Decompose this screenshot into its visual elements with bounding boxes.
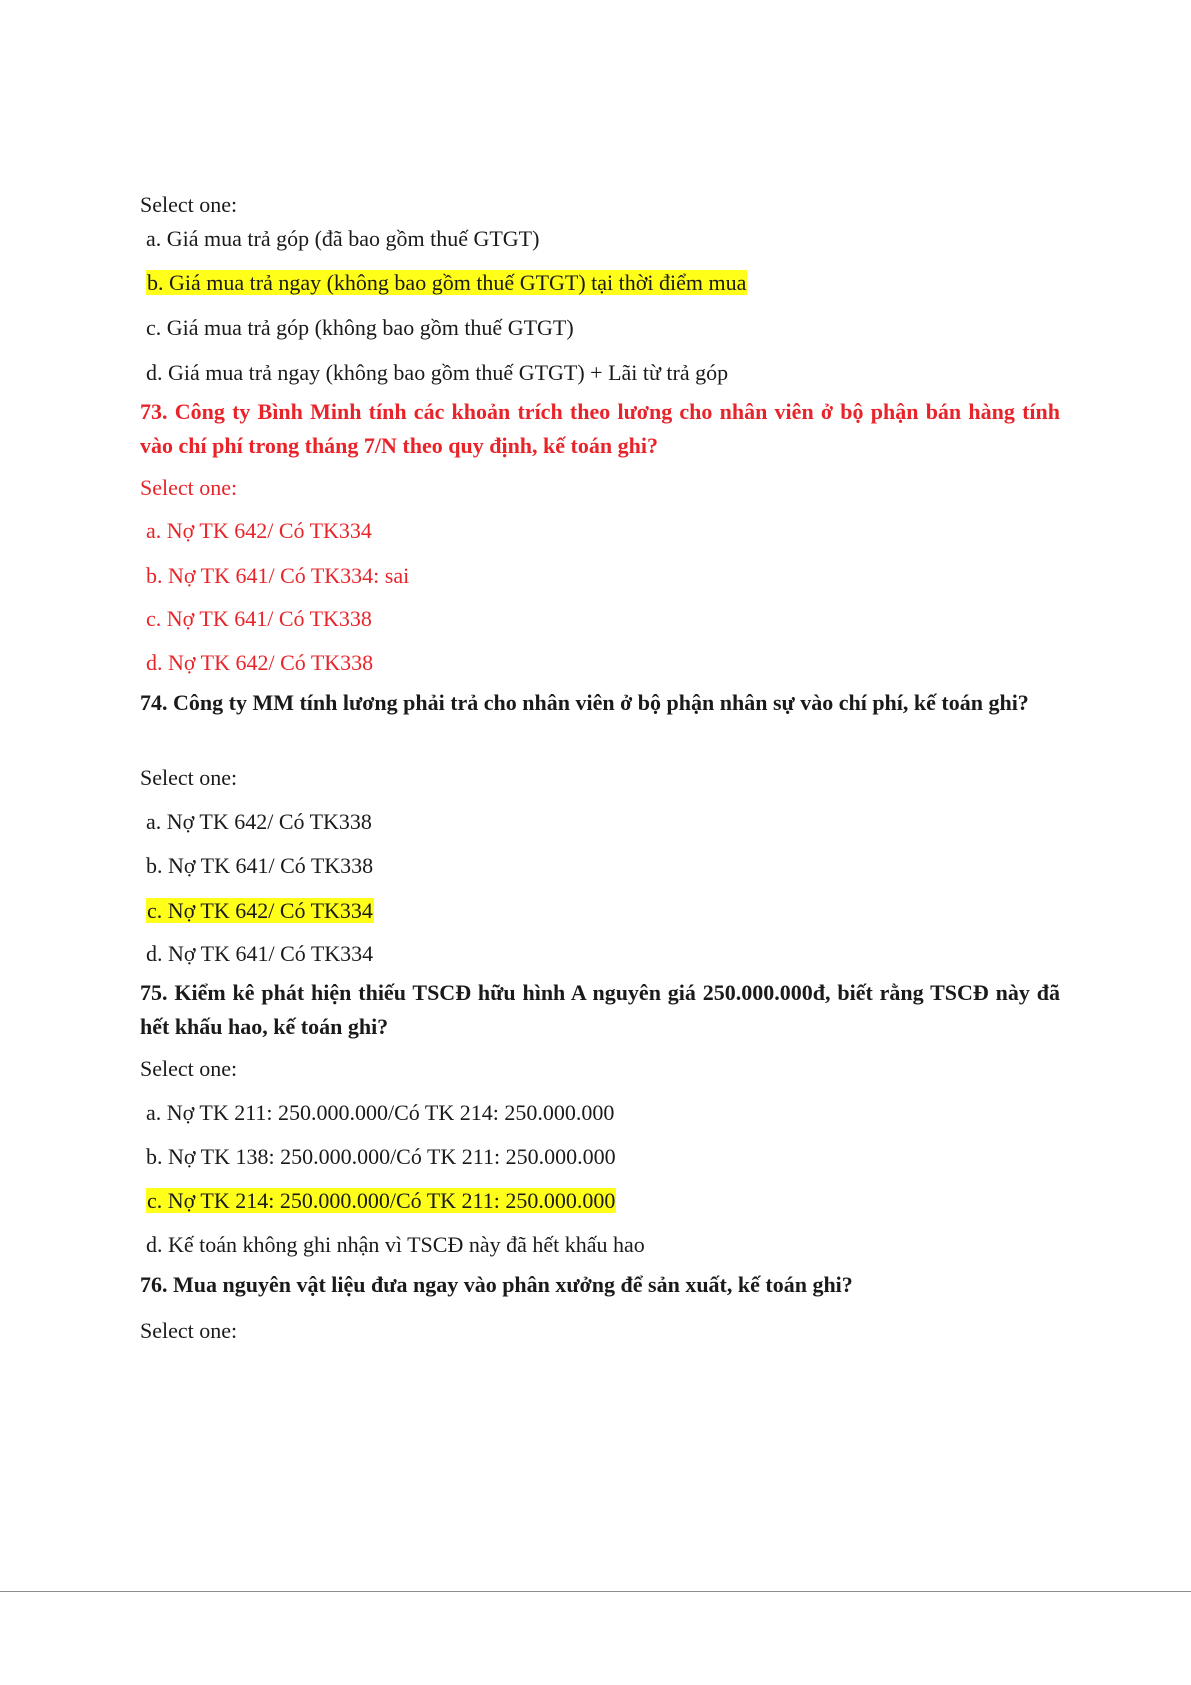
q75-option-c-text: c. Nợ TK 214: 250.000.000/Có TK 211: 250.000.000 <box>147 1188 616 1213</box>
q76-select-one-label: Select one: <box>140 1318 238 1343</box>
q72-option-b[interactable] <box>140 269 1066 297</box>
q72-option-a[interactable]: a. Giá mua trả góp (đã bao gồm thuế GTGT) <box>146 226 540 251</box>
q73-question: 73. Công ty Bình Minh tính các khoản trích theo lương cho nhân viên ở bộ phận bán hàng tính vào chí phí trong tháng 7/N theo quy định, kế toán ghi? <box>140 399 1060 458</box>
q73-option-a[interactable]: a. Nợ TK 642/ Có TK334 <box>146 518 372 543</box>
q72-option-b-text: b. Giá mua trả ngay (không bao gồm thuế GTGT) tại thời điểm mua <box>147 270 747 295</box>
q74-question: 74. Công ty MM tính lương phải trả cho nhân viên ở bộ phận nhân sự vào chí phí, kế toán ghi? <box>140 690 1029 715</box>
q74-option-b[interactable]: b. Nợ TK 641/ Có TK338 <box>146 853 374 878</box>
q72-option-d[interactable]: d. Giá mua trả ngay (không bao gồm thuế GTGT) + Lãi từ trả góp <box>146 360 729 385</box>
q74-option-a[interactable]: a. Nợ TK 642/ Có TK338 <box>146 809 372 834</box>
q75-select-one-label: Select one: <box>140 1056 238 1081</box>
q73-select-one-label: Select one: <box>140 475 238 500</box>
q74-option-c[interactable] <box>140 897 1066 925</box>
q75-option-d[interactable]: d. Kế toán không ghi nhận vì TSCĐ này đã hết khấu hao <box>146 1232 645 1257</box>
q72-option-c[interactable]: c. Giá mua trả góp (không bao gồm thuế GTGT) <box>146 315 574 340</box>
q74-option-d[interactable]: d. Nợ TK 641/ Có TK334 <box>146 941 374 966</box>
q75-question: 75. Kiểm kê phát hiện thiếu TSCĐ hữu hình A nguyên giá 250.000.000đ, biết rằng TSCĐ này đã hết khấu hao, kế toán ghi? <box>140 980 1060 1039</box>
q75-option-b[interactable]: b. Nợ TK 138: 250.000.000/Có TK 211: 250.000.000 <box>146 1144 616 1169</box>
q73-option-b[interactable]: b. Nợ TK 641/ Có TK334: sai <box>146 563 410 588</box>
q75-option-a[interactable]: a. Nợ TK 211: 250.000.000/Có TK 214: 250.000.000 <box>146 1100 615 1125</box>
q75-option-c[interactable] <box>140 1187 1066 1215</box>
q74-option-c-text: c. Nợ TK 642/ Có TK334 <box>147 898 373 923</box>
select-one-label: Select one: <box>140 192 238 217</box>
q74-select-one-label: Select one: <box>140 765 238 790</box>
q73-option-c[interactable]: c. Nợ TK 641/ Có TK338 <box>146 606 372 631</box>
q73-option-d[interactable]: d. Nợ TK 642/ Có TK338 <box>146 650 374 675</box>
page-footer-divider <box>0 1591 1191 1592</box>
q76-question: 76. Mua nguyên vật liệu đưa ngay vào phân xưởng để sản xuất, kế toán ghi? <box>140 1272 853 1297</box>
